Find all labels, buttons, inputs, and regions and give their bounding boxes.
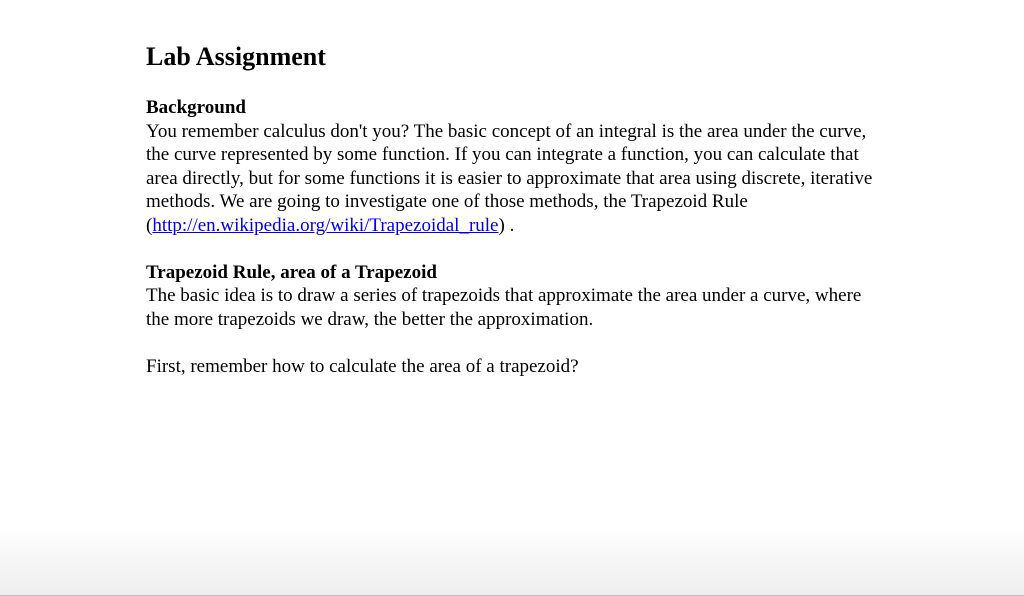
- document-title: Lab Assignment: [146, 42, 326, 71]
- trapezoid-area-question: First, remember how to calculate the area of a trapezoid?: [146, 355, 579, 377]
- background-section: [146, 96, 886, 237]
- background-text: You remember calculus don't you? The basic concept of an integral is the area under the curve, the curve represented by some function. If you can integrate a function, you can calculate that area directly, but for some functions it is easier to approximate that area using discrete, iterative methods. We are going to investigate one of those methods, the Trapezoid Rule (: [146, 120, 873, 236]
- background-paragraph: [146, 120, 886, 238]
- trapezoid-rule-paragraph: The basic idea is to draw a series of trapezoids that approximate the area under a curve, where the more trapezoids we draw, the better the approximation.: [146, 285, 862, 330]
- background-heading: Background: [146, 97, 246, 118]
- trapezoid-rule-section: [146, 261, 886, 332]
- page-bottom-shadow: [0, 526, 1024, 596]
- background-text-end: ) .: [498, 214, 515, 236]
- trapezoid-rule-heading: Trapezoid Rule, area of a Trapezoid: [146, 261, 437, 283]
- trapezoidal-rule-link[interactable]: http://en.wikipedia.org/wiki/Trapezoidal_rule: [152, 214, 499, 236]
- document-content: [146, 40, 886, 378]
